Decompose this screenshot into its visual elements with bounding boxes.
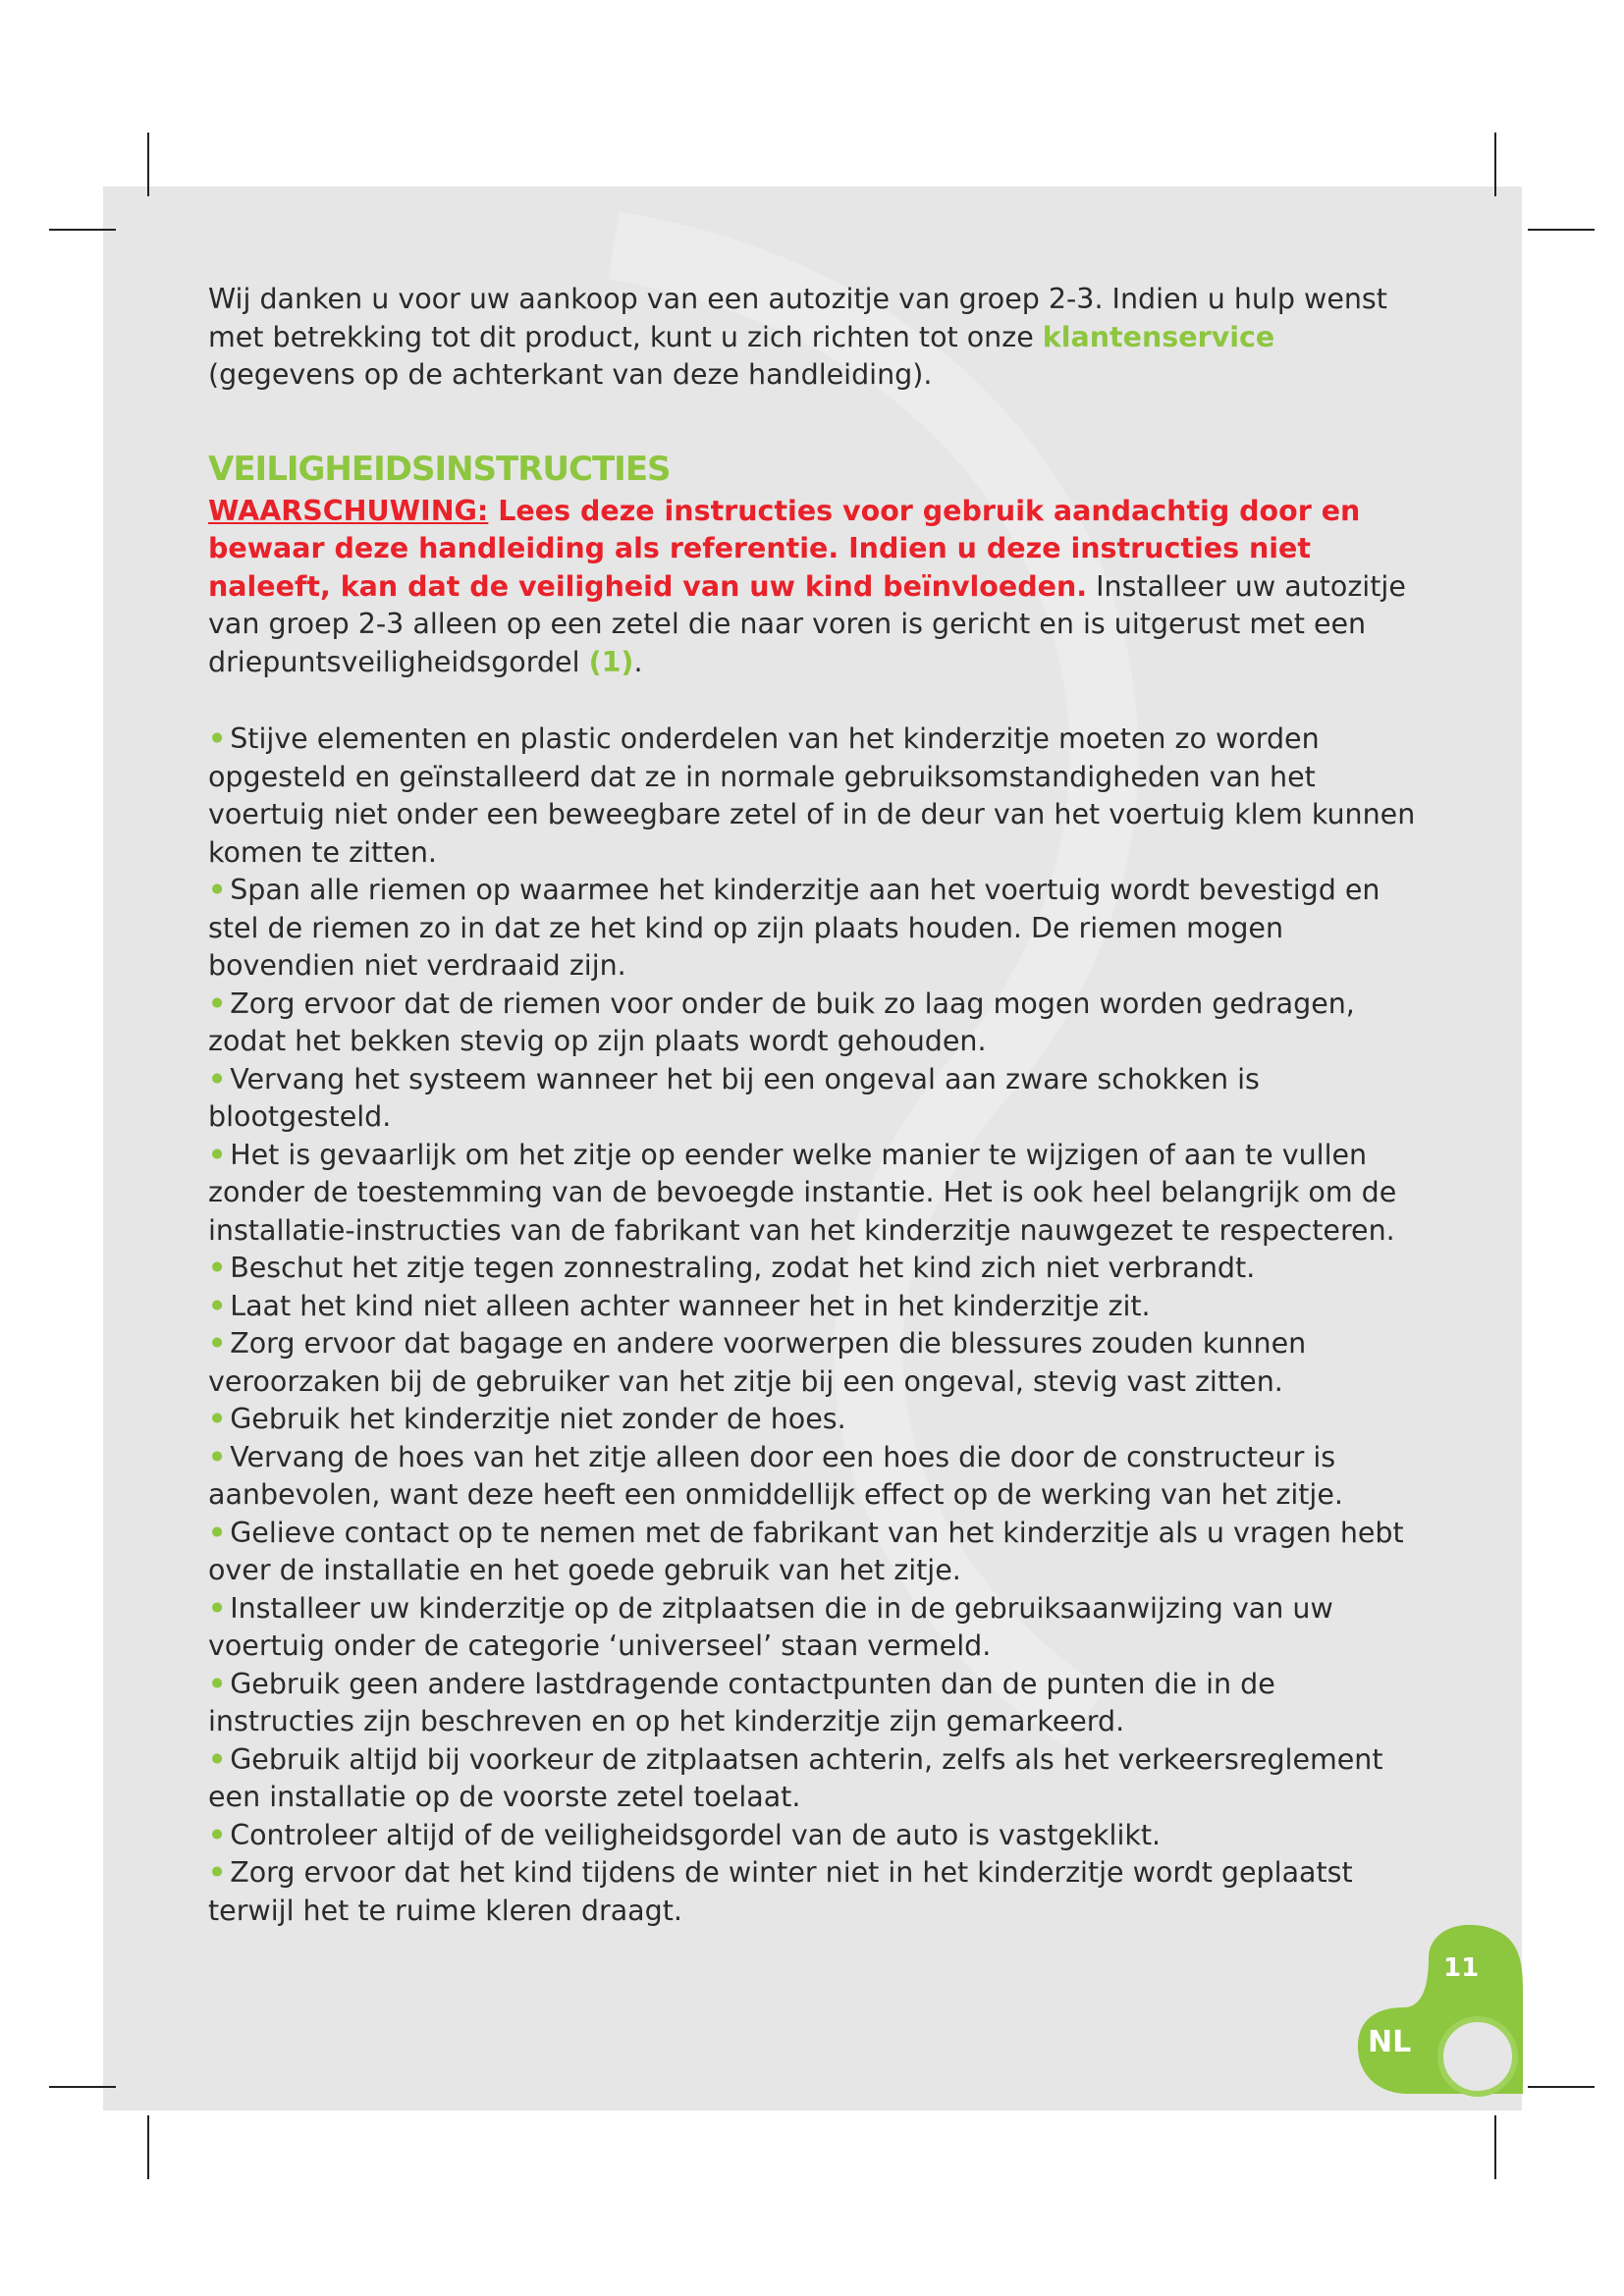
list-item [208,1439,1426,1515]
bullet-icon: • [208,1742,227,1776]
list-item [208,1250,1426,1288]
bullet-icon: • [208,1062,227,1095]
crop-mark-bottom-left-h [49,2086,116,2088]
list-item [208,872,1426,986]
bullet-icon: • [208,722,227,755]
list-item [208,721,1426,872]
page-badge-shape [1350,1919,1527,2106]
crop-mark-bottom-left-v [147,2115,149,2179]
list-item-text: Gebruik het kinderzitje niet zonder de hoes. [230,1403,846,1435]
list-item [208,1515,1426,1590]
list-item-text: Gebruik altijd bij voorkeur de zitplaatsen achterin, zelfs als het verkeersreglement een installatie op de voorste zetel toelaat. [208,1742,1383,1813]
bullet-icon: • [208,1856,227,1889]
list-item [208,1137,1426,1251]
list-item-text: Stijve elementen en plastic onderdelen van het kinderzitje moeten zo worden opgesteld en geïnstalleerd dat ze in normale gebruiksomstandigheden van het voertuig niet onder een beweegbare zetel of in de deur van het voertuig klem kunnen komen te zitten. [208,722,1416,869]
list-item-text: Span alle riemen op waarmee het kinderzitje aan het voertuig wordt bevestigd en stel de riemen zo in dat ze het kind op zijn plaats houden. De riemen mogen bovendien niet verdraaid zijn. [208,874,1380,982]
list-item-text: Controleer altijd of de veiligheidsgordel van de auto is vastgeklikt. [230,1818,1162,1851]
list-item [208,1401,1426,1439]
list-item [208,1590,1426,1666]
bullet-icon: • [208,1138,227,1171]
list-item [208,1288,1426,1326]
list-item [208,1817,1426,1855]
list-item-text: Het is gevaarlijk om het zitje op eender welke manier te wijzigen of aan te vullen zonder de toestemming van de bevoegde instantie. Het is ook heel belangrijk om de installatie-instructies van de fabrikant van het kinderzitje nauwgezet te respecteren. [208,1138,1397,1247]
crop-mark-top-right-v [1494,133,1496,196]
list-item-text: Beschut het zitje tegen zonnestraling, zodat het kind zich niet verbrandt. [230,1252,1256,1284]
list-item [208,1061,1426,1137]
list-item-text: Vervang de hoes van het zitje alleen door een hoes die door de constructeur is aanbevolen, want deze heeft een onmiddellijk effect op de werking van het zitje. [208,1440,1343,1511]
bullet-icon: • [208,1252,227,1284]
list-item-text: Zorg ervoor dat bagage en andere voorwerpen die blessures zouden kunnen veroorzaken bij de gebruiker van het zitje bij een ongeval, stevig vast zitten. [208,1327,1307,1398]
warning-normal-text: Installeer uw autozitje van groep 2-3 alleen op een zetel die naar voren is gericht en is uitgerust met een driepuntsveiligheidsgordel [208,569,1406,678]
bullet-icon: • [208,1327,227,1360]
bullet-icon: • [208,1516,227,1549]
language-code: NL [1368,2025,1412,2059]
figure-reference: (1) [588,645,634,678]
list-item-text: Vervang het systeem wanneer het bij een ongeval aan zware schokken is blootgesteld. [208,1062,1260,1133]
safety-bullet-list [208,721,1426,1930]
crop-mark-bottom-right-h [1528,2086,1595,2088]
intro-text-end: (gegevens op de achterkant van deze handleiding). [208,358,933,391]
bullet-icon: • [208,1591,227,1625]
list-item [208,1325,1426,1401]
intro-paragraph [208,281,1426,395]
list-item-text: Laat het kind niet alleen achter wanneer het in het kinderzitje zit. [230,1289,1151,1322]
list-item [208,986,1426,1061]
page-number: 11 [1443,1953,1480,1983]
bullet-icon: • [208,987,227,1020]
document-content [208,281,1426,1930]
bullet-icon: • [208,874,227,906]
crop-mark-top-left-v [147,133,149,196]
warning-paragraph [208,493,1426,682]
warning-end: . [633,645,643,678]
list-item-text: Zorg ervoor dat de riemen voor onder de buik zo laag mogen worden gedragen, zodat het bekken stevig op zijn plaats wordt gehouden. [208,987,1355,1057]
spacer [208,681,1426,721]
bullet-icon: • [208,1818,227,1851]
intro-text: Wij danken u voor uw aankoop van een autozitje van groep 2-3. Indien u hulp wenst met betrekking tot dit product, kunt u zich richten tot onze [208,283,1387,353]
bullet-icon: • [208,1403,227,1435]
crop-mark-top-right-h [1528,229,1595,231]
list-item [208,1666,1426,1741]
bullet-icon: • [208,1667,227,1700]
bullet-icon: • [208,1440,227,1473]
bullet-icon: • [208,1289,227,1322]
warning-bold-text: Lees deze instructies voor gebruik aandachtig door en bewaar deze handleiding als referentie. Indien u deze instructies niet naleeft, kan dat de veiligheid van uw kind beïnvloeden. [208,494,1361,603]
customer-service-link: klantenservice [1042,320,1275,353]
list-item-text: Zorg ervoor dat het kind tijdens de winter niet in het kinderzitje wordt geplaatst terwijl het te ruime kleren draagt. [208,1856,1353,1927]
warning-label: WAARSCHUWING: [208,494,489,527]
list-item [208,1741,1426,1817]
section-heading: VEILIGHEIDSINSTRUCTIES [208,449,671,489]
list-item-text: Gelieve contact op te nemen met de fabrikant van het kinderzitje als u vragen hebt over de installatie en het goede gebruik van het zitje. [208,1516,1404,1586]
list-item-text: Installeer uw kinderzitje op de zitplaatsen die in de gebruiksaanwijzing van uw voertuig onder de categorie ‘universeel’ staan vermeld. [208,1591,1333,1662]
list-item [208,1854,1426,1930]
crop-mark-bottom-right-v [1494,2115,1496,2179]
list-item-text: Gebruik geen andere lastdragende contactpunten dan de punten die in de instructies zijn beschreven en op het kinderzitje zijn gemarkeerd. [208,1667,1275,1737]
crop-mark-top-left-h [49,229,116,231]
